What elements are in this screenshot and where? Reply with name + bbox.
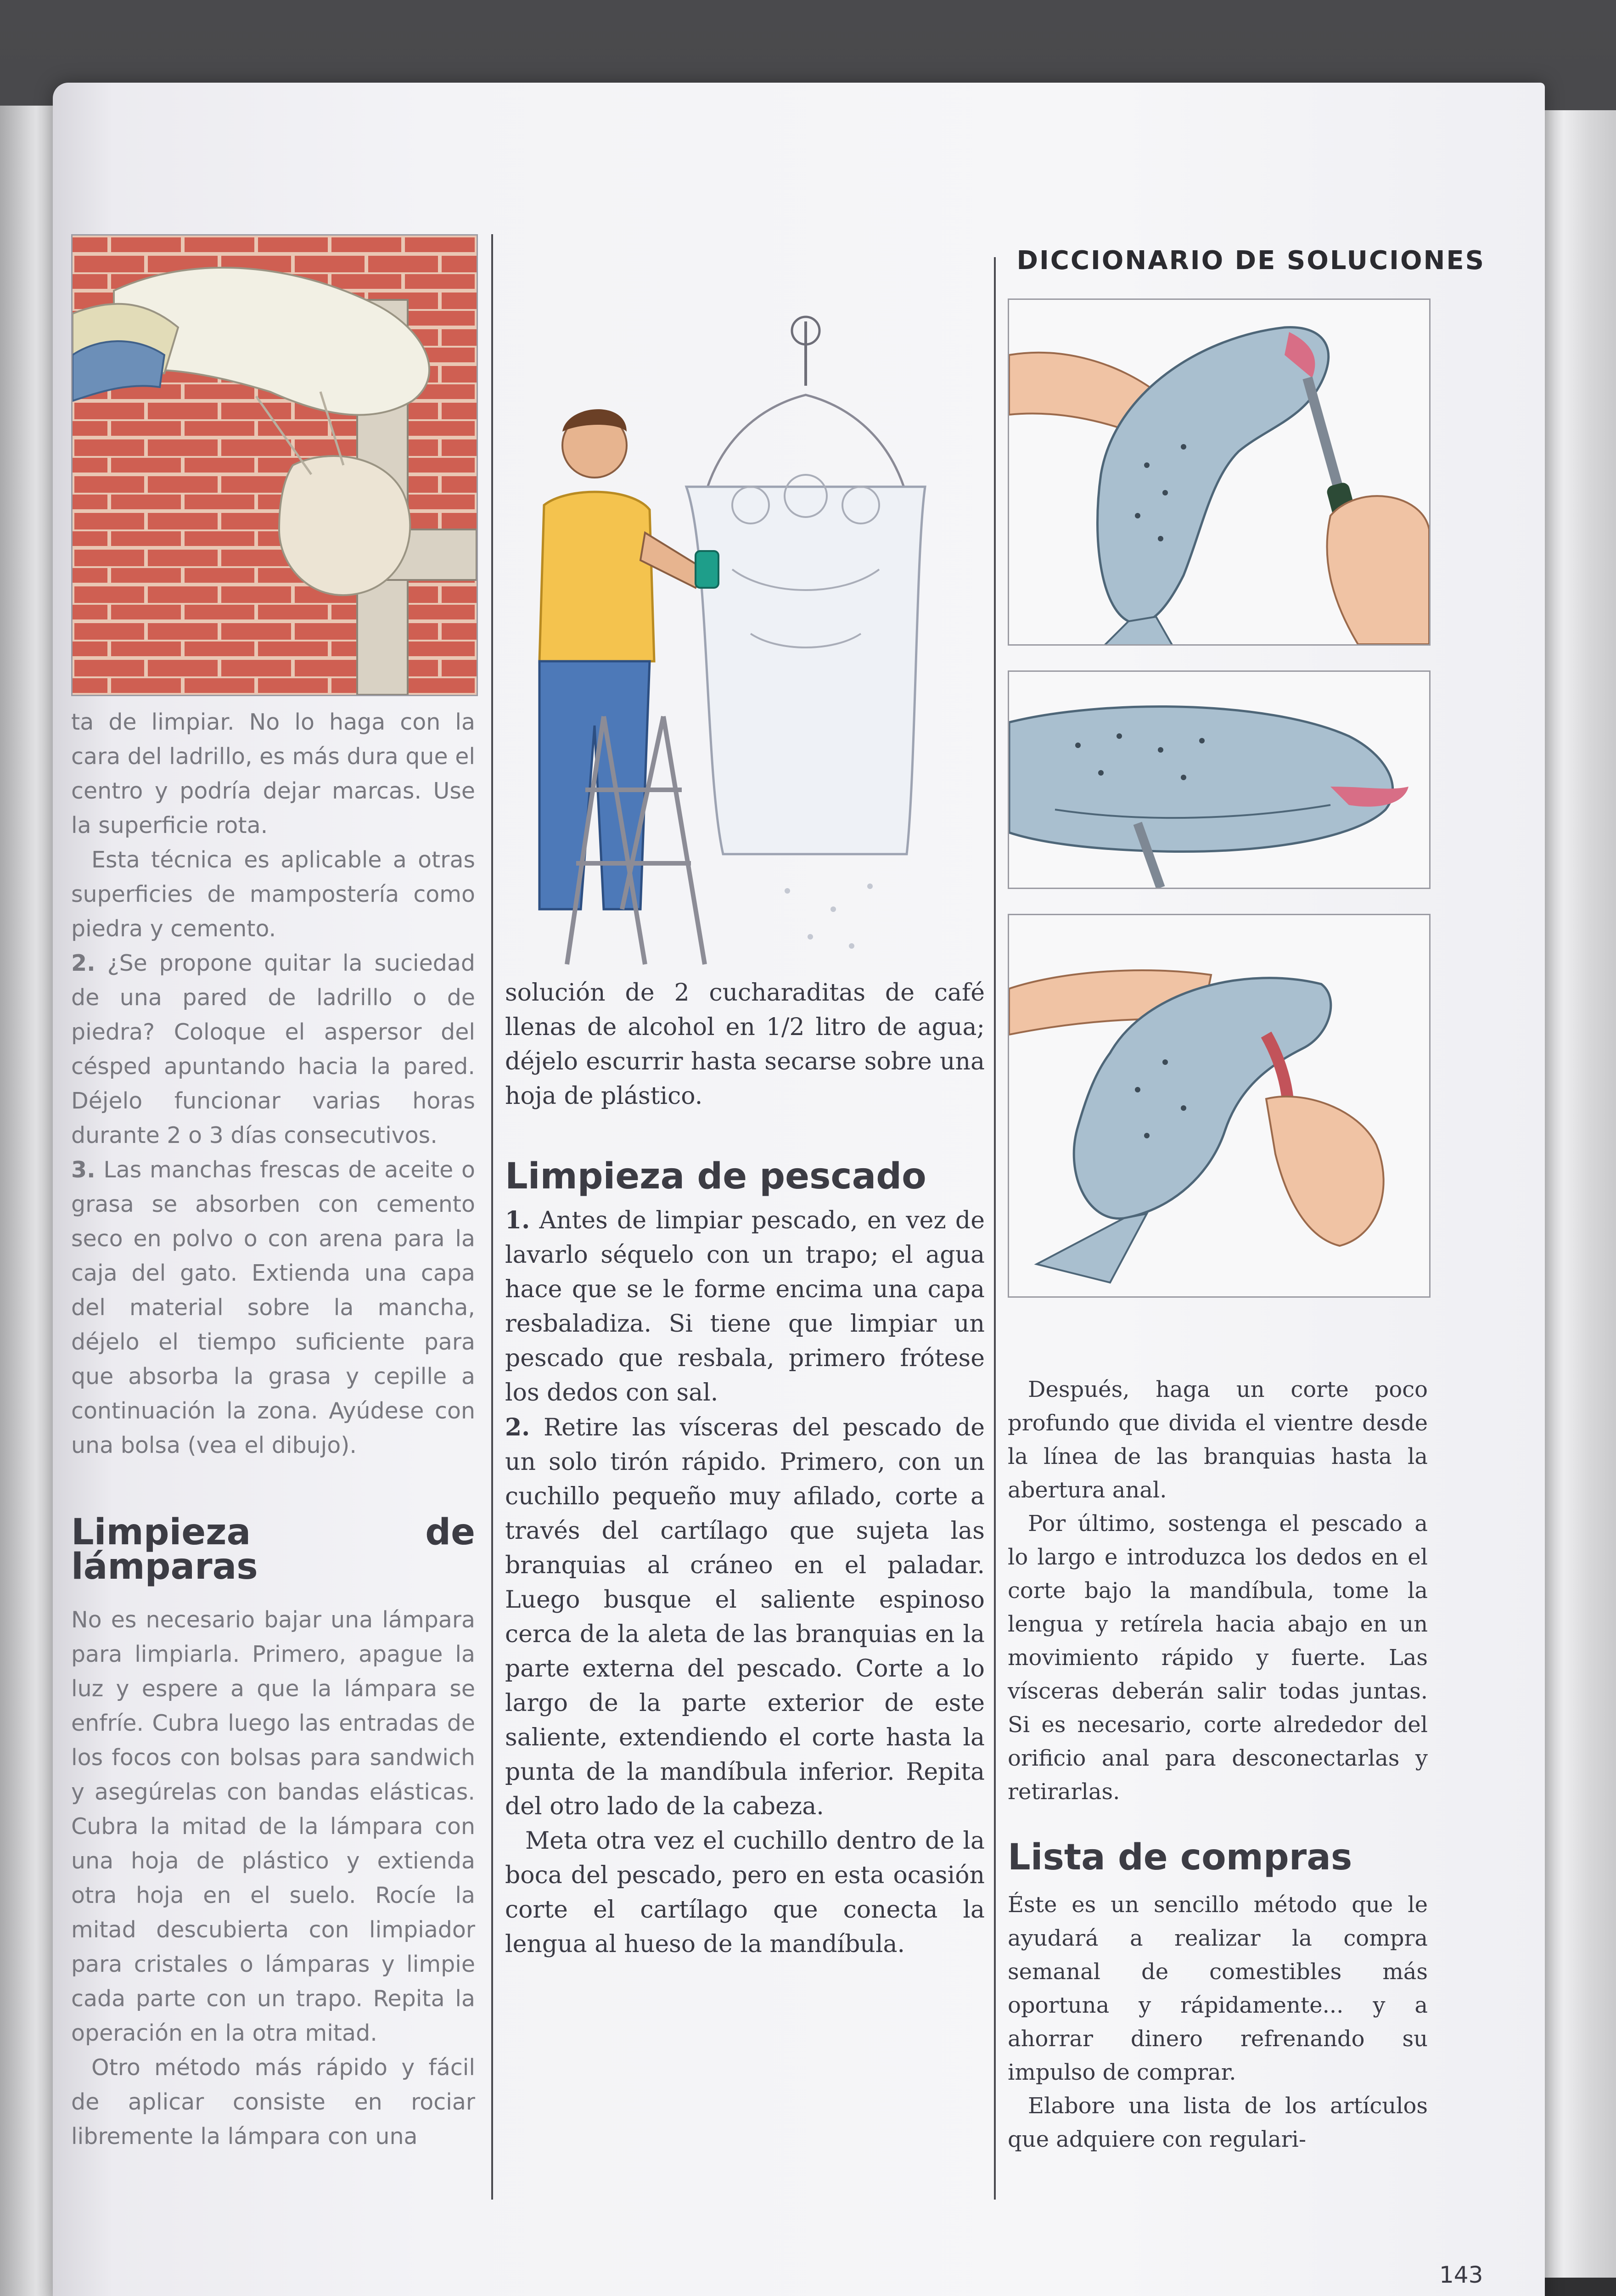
- col1-item-3-text: Las manchas frescas de aceite o grasa se absorben con cemento seco en polvo o con arena para la caja del gato. Extienda una capa del material sobre la mancha, déjelo el tiempo suficiente para que absorba la grasa y cepille a continuación la zona. Ayúdese con una bolsa (vea el dibujo).: [71, 1157, 475, 1458]
- col1-item-number-3: 3.: [71, 1157, 95, 1183]
- illustration-brick-wall: [71, 234, 478, 696]
- col1-paragraph-3: [71, 946, 475, 1153]
- brick-wall-drawing: [73, 236, 477, 695]
- illustration-fish-panel-2: [1008, 670, 1431, 889]
- column-1-text: [71, 705, 475, 2154]
- col1-paragraph-2: Esta técnica es aplicable a otras superficies de mampostería como piedra y cemento.: [71, 847, 475, 942]
- col2-paragraph-4: Meta otra vez el cuchillo dentro de la boca del pescado, pero en esta ocasión corte el cartílago que conecta la lengua al hueso de la mandíbula.: [505, 1827, 985, 1958]
- col3-paragraph-2: Por último, sostenga el pescado a lo largo e introduzca los dedos en el corte bajo la mandíbula, tome la lengua y retírela hacia abajo en un movimiento rápido y fuerte. Las vísceras deberán salir todas juntas. Si es necesario, corte alrededor del orificio anal para desconectarlas y retirarlas.: [1008, 1511, 1428, 1805]
- page-number: 143: [1439, 2262, 1483, 2288]
- heading-lista-compras: Lista de compras: [1008, 1837, 1352, 1878]
- running-header: DICCIONARIO DE SOLUCIONES: [1016, 246, 1485, 276]
- book-page: [53, 83, 1545, 2296]
- fish-gutting-drawing: [1009, 915, 1429, 1296]
- col2-item-number-2: 2.: [505, 1413, 530, 1441]
- heading-limpieza-pescado: Limpieza de pescado: [505, 1156, 926, 1197]
- heading-limpieza-lamparas: Limpieza de lámparas: [71, 1512, 475, 1587]
- column-3-text: [1008, 1373, 1428, 2156]
- fish-gills-drawing: [1009, 300, 1429, 644]
- column-rule-1: [491, 234, 493, 2200]
- col1-paragraph-5: No es necesario bajar una lámpara para limpiarla. Primero, apague la luz y espere a que la lámpara se enfríe. Cubra luego las entradas de los focos con bolsas para sandwich y asegúrelas con bandas elásticas. Cubra la mitad de la lámpara con una hoja de plástico y extienda otra hoja en el suelo. Rocíe la mitad descubierta con limpiador para cristales o lámparas y limpie cada parte con un trapo. Repita la operación en la otra mitad.: [71, 1607, 475, 2046]
- col3-paragraph-3: Éste es un sencillo método que le ayudará a realizar la compra semanal de comestibles más oportuna y rápidamente... y a ahorrar dinero refrenando su impulso de comprar.: [1008, 1892, 1428, 2085]
- illustration-fish-panel-3: [1008, 914, 1431, 1298]
- illustration-fish-panel-1: [1008, 298, 1431, 646]
- col3-paragraph-4: Elabore una lista de los artículos que adquiere con regulari-: [1008, 2093, 1428, 2152]
- col2-item-number-1: 1.: [505, 1206, 530, 1234]
- col2-paragraph-1: solución de 2 cucharaditas de café llenas de alcohol en 1/2 litro de agua; déjelo escurrir hasta secarse sobre una hoja de plástico.: [505, 979, 985, 1110]
- col2-paragraph-3: [505, 1410, 985, 1824]
- col1-paragraph-1: ta de limpiar. No lo haga con la cara del ladrillo, es más dura que el centro y podría dejar marcas. Use la superficie rota.: [71, 709, 475, 838]
- chandelier-drawing: [512, 312, 971, 978]
- col2-item-2-text: Retire las vísceras del pescado de un solo tirón rápido. Primero, con un cuchillo pequeño muy afilado, corte a través del cartílago que sujeta las branquias al cráneo en el paladar. Luego busque el saliente espinoso cerca de la aleta de las branquias en la parte externa del pescado. Corte a lo largo de la parte exterior de este saliente, extendiendo el corte hasta la punta de la mandíbula inferior. Repita del otro lado de la cabeza.: [505, 1414, 985, 1820]
- book-left-edge: [0, 106, 60, 2296]
- col1-item-2-text: ¿Se propone quitar la suciedad de una pared de ladrillo o de piedra? Coloque el aspersor del césped apuntando hacia la pared. Déjelo funcionar varias horas durante 2 o 3 días consecutivos.: [71, 950, 475, 1148]
- col3-paragraph-1: Después, haga un corte poco profundo que divida el vientre desde la línea de las branquias hasta la abertura anal.: [1008, 1377, 1428, 1503]
- col2-item-1-text: Antes de limpiar pescado, en vez de lavarlo séquelo con un trapo; el agua hace que se le forme encima una capa resbaladiza. Si tiene que limpiar un pescado que resbala, primero frótese los dedos con sal.: [505, 1207, 985, 1407]
- col2-paragraph-2: [505, 1203, 985, 1410]
- fish-belly-cut-drawing: [1009, 672, 1429, 888]
- illustration-chandelier: [512, 312, 971, 978]
- col1-paragraph-4: [71, 1153, 475, 1463]
- col1-paragraph-6: Otro método más rápido y fácil de aplicar consiste en rociar libremente la lámpara con una: [71, 2054, 475, 2150]
- col1-item-number-2: 2.: [71, 950, 95, 976]
- column-rule-2: [994, 257, 996, 2200]
- column-2-text: [505, 976, 985, 1962]
